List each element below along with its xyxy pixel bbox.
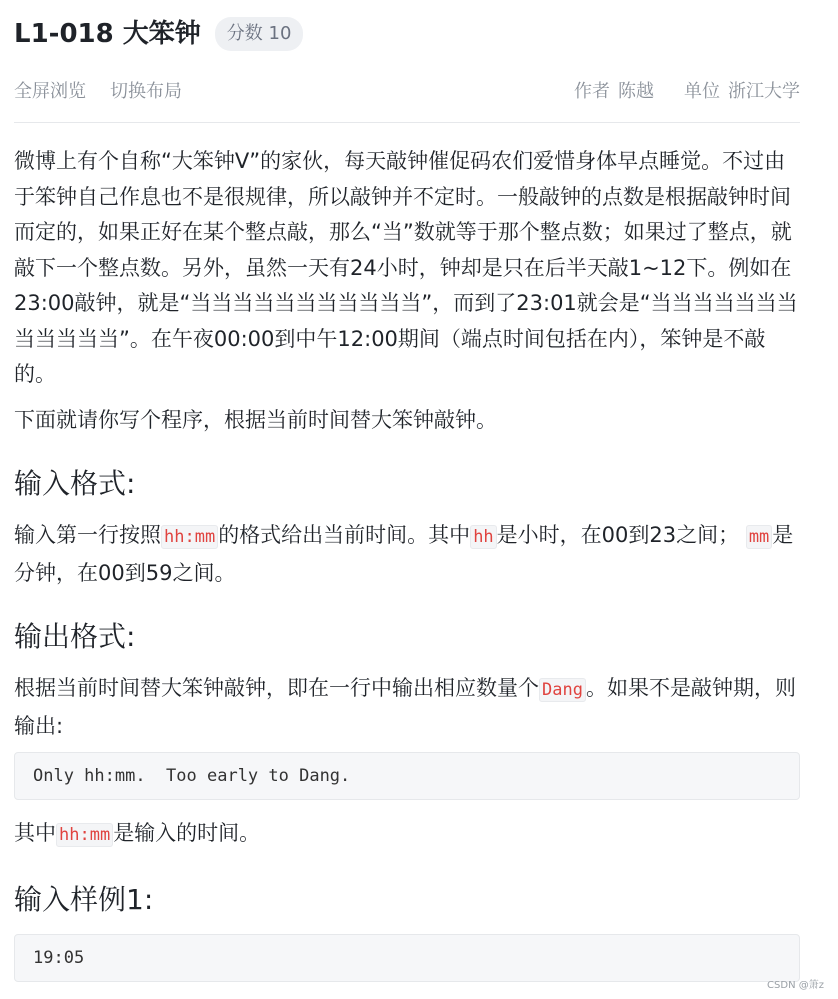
output-code-block: Only hh:mm. Too early to Dang.: [14, 752, 800, 800]
fullscreen-button[interactable]: 全屏浏览: [14, 81, 86, 102]
toolbar-actions: [14, 76, 206, 108]
unit-label: 单位: [684, 81, 720, 102]
problem-title: L1-018 大笨钟: [14, 19, 201, 49]
input-format-part4: 是分钟，在00到59之间。: [14, 523, 794, 585]
unit-value: 浙江大学: [728, 81, 800, 102]
author-value: 陈越: [618, 81, 654, 102]
sample-input-heading: 输入样例1:: [14, 882, 154, 916]
input-format-part2: 的格式给出当前时间。其中: [218, 523, 471, 547]
problem-meta: [544, 76, 800, 108]
input-format-heading: 输入格式:: [14, 467, 136, 500]
problem-content: [14, 144, 800, 998]
inline-code-hhmm: hh:mm: [161, 525, 218, 549]
description-task: 下面就请你写个程序，根据当前时间替大笨钟敲钟。: [14, 407, 497, 432]
inline-code-dang: Dang: [539, 678, 586, 702]
inline-code-hhmm-note: hh:mm: [56, 823, 113, 847]
output-note-part1: 其中: [14, 821, 56, 845]
description-paragraph: 微博上有个自称“大笨钟V”的家伙，每天敲钟催促码农们爱惜身体早点睡觉。不过由于笨钟自己作息也不是很规律，所以敲钟并不定时。一般敲钟的点数是根据敲钟时间而定的，如果正好在某个整点敲，那么“当”数就等于那个整点数；如果过了整点，就敲下一个整点数。另外，虽然一天有24小时，钟却是只在后半天敲1~12下。例如在23:00敲钟，就是“当当当当当当当当当当当”，而到了23:01就会是“当当当当当当当当当当当当”。在午夜00:00到中午12:00期间（端点时间包括在内），笨钟是不敲的。: [14, 149, 798, 386]
problem-toolbar: [14, 76, 800, 123]
input-format-text: [14, 518, 800, 591]
output-format-text: [14, 671, 800, 744]
output-note-part2: 是输入的时间。: [113, 821, 261, 845]
output-format-part1: 根据当前时间替大笨钟敲钟，即在一行中输出相应数量个: [14, 676, 539, 700]
score-badge: 分数 10: [215, 17, 304, 51]
input-format-part3: 是小时，在00到23之间；: [496, 523, 740, 547]
unit-info: [684, 76, 800, 108]
csdn-watermark: CSDN @箫z: [767, 980, 824, 991]
output-format-heading: 输出格式:: [14, 620, 136, 653]
inline-code-mm: mm: [746, 525, 772, 549]
author-info: [574, 76, 654, 108]
inline-code-hh: hh: [470, 525, 496, 549]
switch-layout-button[interactable]: 切换布局: [110, 81, 182, 102]
problem-header: [14, 12, 303, 56]
output-format-part2: 。如果不是敲钟期，则输出:: [14, 676, 796, 738]
sample-input-code-block: 19:05: [14, 934, 800, 982]
author-label: 作者: [574, 81, 610, 102]
input-format-part1: 输入第一行按照: [14, 523, 161, 547]
output-format-note: [14, 816, 800, 854]
